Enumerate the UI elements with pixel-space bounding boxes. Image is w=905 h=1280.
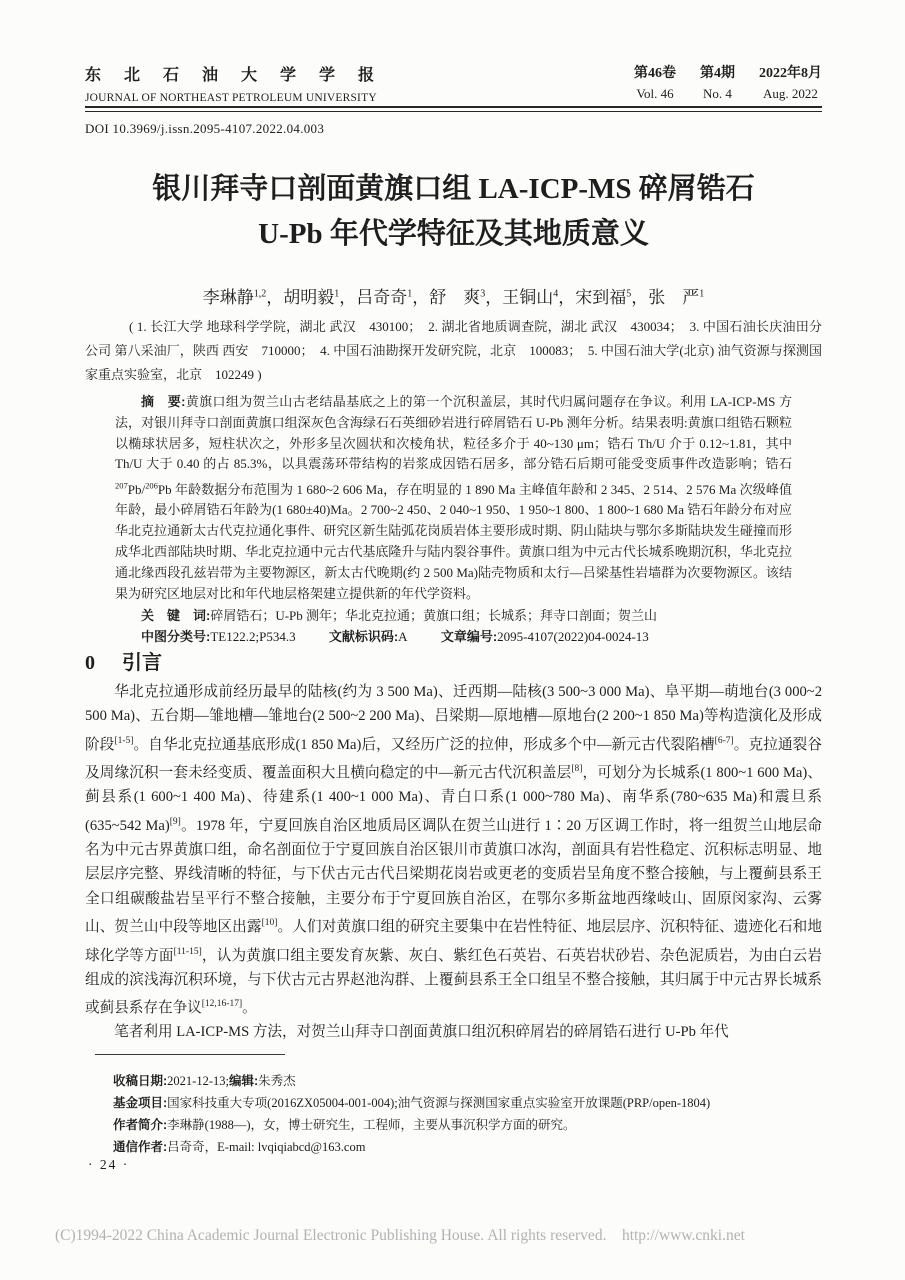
clc-value: TE122.2;P534.3	[210, 629, 296, 645]
footnote-received-date: 收稿日期:2021-12-13;编辑:朱秀杰	[113, 1074, 296, 1088]
section-heading	[85, 646, 162, 675]
doc-code-value: A	[398, 629, 408, 645]
body-text	[85, 680, 822, 1045]
footnote-funding: 基金项目:国家科技重大专项(2016ZX05004-001-004);油气资源与探测国家重点实验室开放课题(PRP/open-1804)	[113, 1096, 711, 1110]
footnote-separator	[95, 1054, 285, 1055]
copyright-watermark: (C)1994-2022 China Academic Journal Electronic Publishing House. All rights reserved. http://www.cnki.net	[55, 1227, 745, 1244]
keywords-text: 碎屑锆石；U-Pb 测年；华北克拉通；黄旗口组；长城系；拜寺口剖面；贺兰山	[210, 608, 658, 624]
authors-line: 李琳静$^{1,2}$，胡明毅$^1$，吕奇奇$^1$，舒 爽$^3$，王铜山$^4$，宋到福$^5$，张 严$^1$	[202, 288, 705, 307]
issue-cn: 第4期	[700, 66, 735, 81]
article-title-line1: 银川拜寺口剖面黄旗口组 LA-ICP-MS 碎屑锆石	[152, 173, 755, 205]
abstract-block	[115, 392, 792, 648]
footnote-corresponding-author: 通信作者:吕奇奇，E-mail: lvqiqiabcd@163.com	[113, 1140, 366, 1154]
abstract-label: 摘 要:	[141, 394, 186, 409]
article-title-line2: U-Pb 年代学特征及其地质意义	[258, 218, 649, 250]
footnote-author-bio: 作者简介:李琳静(1988—)，女，博士研究生，工程师，主要从事沉积学方面的研究。	[113, 1118, 576, 1132]
doc-code-label: 文献标识码:	[328, 629, 399, 645]
body-paragraph-2: 笔者利用 LA-ICP-MS 方法，对贺兰山拜寺口剖面黄旗口组沉积碎屑岩的碎屑锆石进行 U-Pb 年代	[114, 1024, 729, 1041]
affiliations: ( 1. 长江大学 地球科学学院，湖北 武汉 430100； 2. 湖北省地质调查院，湖北 武汉 430034； 3. 中国石油长庆油田分公司 第八采油厂，陕西 西安 710000； 4. 中国石油勘探开发研究院，北京 100083； 5. 中国石油大学(北京) 油气资源与探测国家重点实验室，北京 102249 )	[85, 319, 822, 382]
issue-en: No. 4	[703, 86, 732, 101]
doi-line: DOI 10.3969/j.issn.2095-4107.2022.04.003	[85, 121, 325, 136]
issue-info-block	[634, 62, 822, 102]
date-en: Aug. 2022	[763, 86, 818, 101]
article-no-pair	[441, 629, 649, 644]
clc-label: 中图分类号:	[141, 629, 211, 645]
footnotes-block	[113, 1070, 822, 1158]
journal-name-cn: 东北石油大学学报	[85, 67, 398, 84]
doc-code-pair	[329, 629, 408, 644]
journal-name-block	[85, 62, 397, 104]
article-title	[85, 167, 822, 257]
page-number: · 24 ·	[88, 1157, 130, 1172]
header-double-rule	[85, 106, 822, 112]
volume-cn: 第46卷	[634, 66, 676, 81]
keywords-line	[115, 606, 792, 627]
date-cn: 2022年8月	[759, 66, 822, 81]
volume-en: Vol. 46	[636, 86, 674, 101]
abstract-paragraph	[115, 392, 792, 604]
journal-name-en: JOURNAL OF NORTHEAST PETROLEUM UNIVERSITY	[85, 92, 377, 104]
clc-pair	[141, 629, 296, 644]
keywords-label: 关 键 词:	[141, 608, 211, 624]
page-header	[85, 62, 822, 104]
body-paragraph-1: 华北克拉通形成前经历最早的陆核(约为 3 500 Ma)、迁西期—陆核(3 500~3 000 Ma)、阜平期—萌地台(3 000~2 500 Ma)、五台期—雏地槽—雏地台(2 500~2 200 Ma)、吕梁期—原地槽—原地台(2 200~1 850 Ma)等构造演化及形成阶段[1-5]。自华北克拉通基底形成(1 850 Ma)后，又经历广泛的拉伸，形成多个中—新元古代裂陷槽[6-7]。克拉通裂谷及周缘沉积一套未经变质、覆盖面积大且横向稳定的中—新元古代沉积盖层[8]，可划分为长城系(1 800~1 600 Ma)、蓟县系(1 600~1 400 Ma)、待建系(1 400~1 000 Ma)、青白口系(1 000~780 Ma)、南华系(780~635 Ma)和震旦系(635~542 Ma)[9]。1978 年，宁夏回族自治区地质局区调队在贺兰山进行 1∶20 万区调工作时，将一组贺兰山地层命名为中元古界黄旗口组，命名剖面位于宁夏回族自治区银川市黄旗口冰沟，剖面具有岩性稳定、沉积标志明显、地层层序完整、界线清晰的特征，与下伏古元古代吕梁期花岗岩或更老的变质岩呈角度不整合接触，与上覆蓟县系王全口组碳酸盐岩呈平行不整合接触，主要分布于宁夏回族自治区，在鄂尔多斯盆地西缘岐山、固原闵家沟、云雾山、贺兰山中段等地区出露[10]。人们对黄旗口组的研究主要集中在岩性特征、地层层序、沉积特征、遗迹化石和地球化学等方面[11-15]，认为黄旗口组主要发育灰紫、灰白、紫红色石英岩、石英岩状砂岩、杂色泥质岩，为由白云岩组成的滨浅海沉积环境，与下伏古元古界赵池沟群、上覆蓟县系王全口组呈不整合接触，其归属于中元古界长城系或蓟县系存在争议[12,16-17]。	[85, 684, 823, 1017]
classification-line	[115, 627, 792, 648]
abstract-text: 黄旗口组为贺兰山古老结晶基底之上的第一个沉积盖层，其时代归属问题存在争议。利用 LA-ICP-MS 方法，对银川拜寺口剖面黄旗口组深灰色含海绿石石英细砂岩进行碎屑锆石 U-Pb 测年分析。结果表明:黄旗口组锆石颗粒以椭球状居多，短柱状次之，外形多呈次圆状和次棱角状，粒径多介于 40~130 μm；锆石 Th/U 介于 0.12~1.81，其中 Th/U 大于 0.40 的占 85.3%，以具震荡环带结构的岩浆成因锆石居多，部分锆石后期可能受变质事件改造影响；锆石 $^{207}$Pb/$^{206}$Pb 年龄数据分布范围为 1 680~2 606 Ma，存在明显的 1 890 Ma 主峰值年龄和 2 345、2 514、2 576 Ma 次级峰值年龄，最小碎屑锆石年龄为(1 680±40)Ma。2 700~2 450、2 040~1 950、1 950~1 800、1 800~1 680 Ma 锆石年龄分布对应华北克拉通新太古代克拉通化事件、研究区新生陆弧花岗质岩体主要形成时期、阴山陆块与鄂尔多斯陆块发生碰撞而形成华北西部陆块时期、华北克拉通中元古代基底隆升与陆内裂谷事件。黄旗口组为中元古代长城系晚期沉积，华北克拉通北缘西段孔兹岩带为主要物源区，新太古代晚期(约 2 500 Ma)陆壳物质和太行—吕梁基性岩墙群为次要物源区。该结果为研究区地层对比和年代地层格架建立提供新的年代学资料。	[115, 394, 792, 601]
section-number: 0	[85, 652, 95, 674]
article-no-label: 文章编号:	[440, 629, 498, 645]
article-no-value: 2095-4107(2022)04-0024-13	[497, 629, 649, 645]
section-title: 引言	[122, 652, 162, 674]
